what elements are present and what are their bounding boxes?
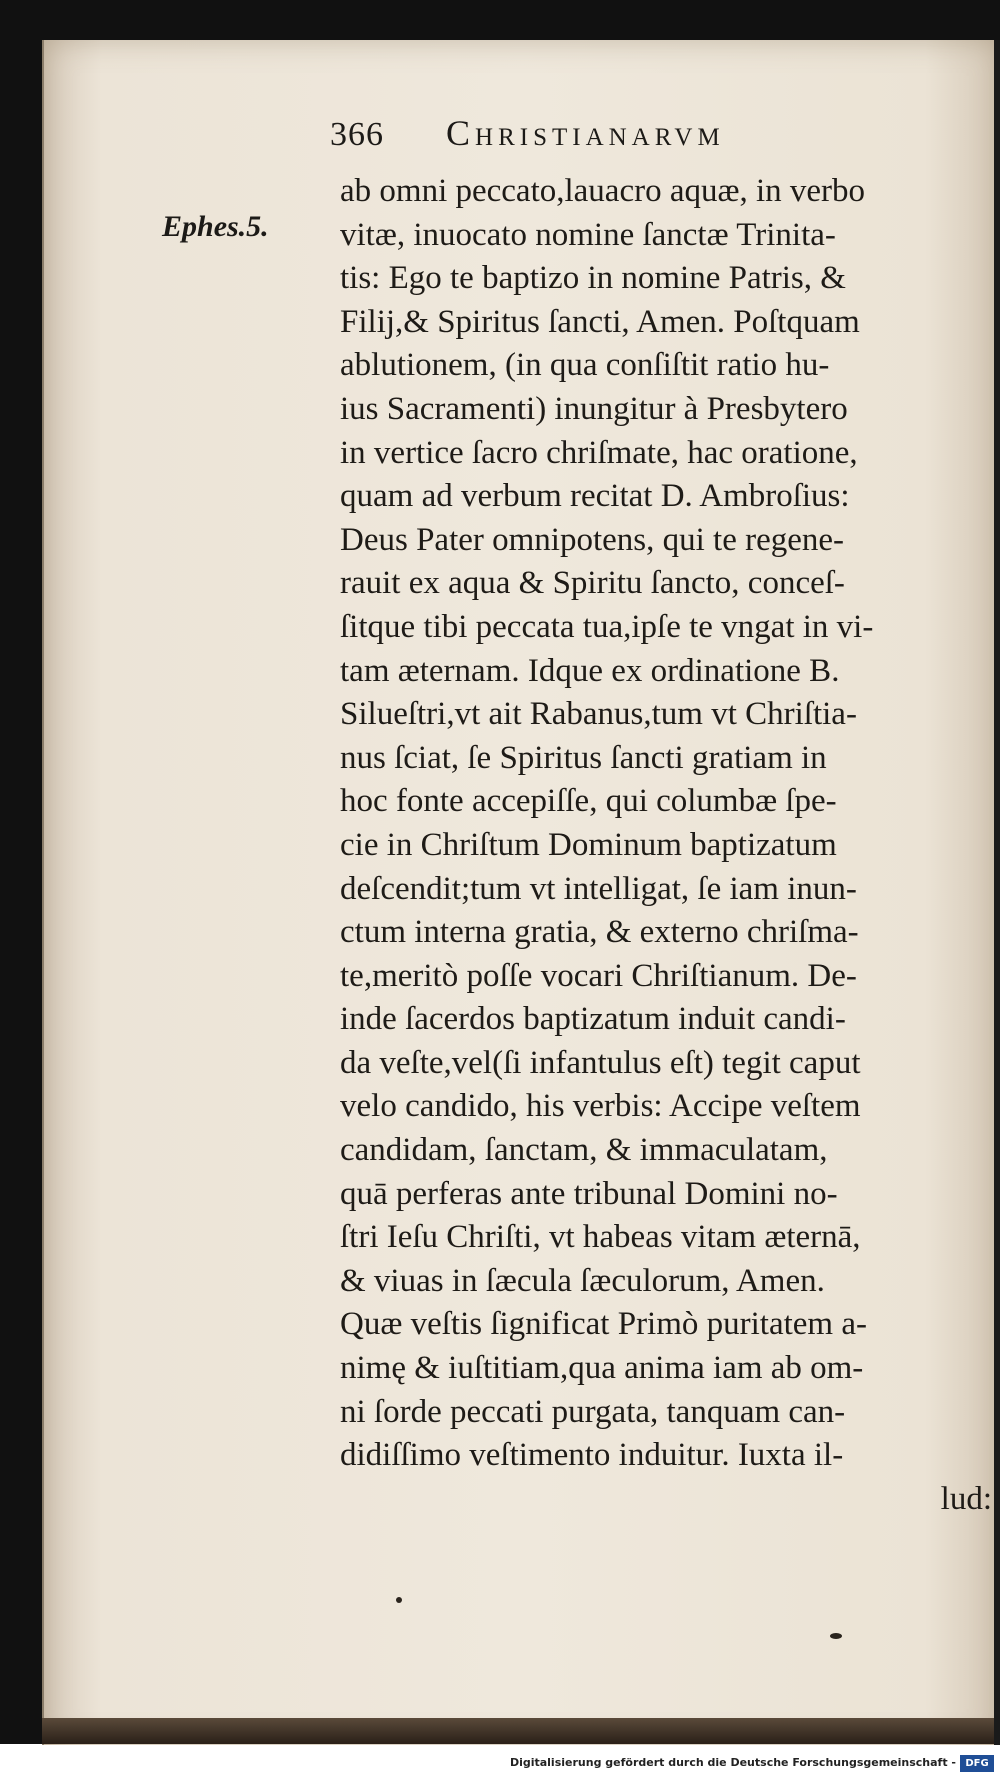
text-line: cie in Chriſtum Dominum baptizatum — [340, 826, 837, 863]
text-line: hoc fonte accepiſſe, qui columbæ ſpe- — [340, 783, 837, 820]
dfg-logo: DFG — [960, 1755, 994, 1772]
funding-credit: Digitalisierung gefördert durch die Deutsche Forschungsgemeinschaft - — [509, 1756, 956, 1769]
text-line: in vertice ſacro chriſmate, hac oratione, — [340, 434, 858, 471]
text-line: ni ſorde peccati purgata, tanquam can- — [340, 1393, 846, 1430]
text-line: ablutionem, (in qua conſiſtit ratio hu- — [340, 347, 830, 384]
digitization-footer — [0, 1750, 1000, 1780]
catchword: lud: — [940, 1480, 992, 1517]
page-number: 366 — [330, 116, 384, 153]
text-line: didiſſimo veſtimento induitur. Iuxta il- — [340, 1437, 844, 1474]
running-head — [330, 112, 950, 156]
text-line: quam ad verbum recitat D. Ambroſius: — [340, 478, 850, 515]
text-line: quā perferas ante tribunal Domini no- — [340, 1175, 838, 1212]
page-bottom-edge — [42, 1718, 1000, 1744]
text-line: ſitque tibi peccata tua,ipſe te vngat in vi- — [340, 608, 874, 645]
text-line: tam æternam. Idque ex ordinatione B. — [340, 652, 840, 689]
text-line: Quæ veſtis ſignificat Primò puritatem a- — [340, 1306, 867, 1343]
text-line: Silueſtri,vt ait Rabanus,tum vt Chriſtia- — [340, 696, 857, 733]
text-line: ius Sacramenti) inungitur à Presbytero — [340, 390, 848, 427]
text-line: Filij,& Spiritus ſancti, Amen. Poſtquam — [340, 303, 860, 340]
running-title: Christianarvm — [446, 113, 725, 153]
text-line: da veſte,vel(ſi infantulus eſt) tegit caput — [340, 1044, 861, 1081]
ink-speck — [396, 1597, 402, 1603]
text-line: candidam, ſanctam, & immaculatam, — [340, 1132, 828, 1169]
text-line: ab omni peccato,lauacro aquæ, in verbo — [340, 173, 866, 209]
text-line: velo candido, his verbis: Accipe veſtem — [340, 1088, 861, 1125]
text-line: ſtri Ieſu Chriſti, vt habeas vitam æternā, — [340, 1219, 861, 1256]
text-line: vitæ, inuocato nomine ſanctæ Trinita- — [340, 216, 836, 253]
text-line: Deus Pater omnipotens, qui te regene- — [340, 521, 845, 558]
body-text — [340, 170, 1000, 1560]
text-line: inde ſacerdos baptizatum induit candi- — [340, 1001, 846, 1038]
text-line: & viuas in ſæcula ſæculorum, Amen. — [340, 1262, 825, 1299]
text-line: tis: Ego te baptizo in nomine Patris, & — [340, 260, 846, 297]
ink-speck — [830, 1633, 842, 1639]
text-line: ctum interna gratia, & externo chriſma- — [340, 914, 859, 951]
text-line: te,meritò poſſe vocari Chriſtianum. De- — [340, 957, 857, 994]
text-line: deſcendit;tum vt intelligat, ſe iam inun- — [340, 870, 857, 907]
text-line: rauit ex aqua & Spiritu ſancto, conceſ- — [340, 565, 845, 602]
text-line: nus ſciat, ſe Spiritus ſancti gratiam in — [340, 739, 827, 776]
marginal-note: Ephes.5. — [162, 210, 269, 243]
text-line: nimę & iuſtitiam,qua anima iam ab om- — [340, 1350, 864, 1387]
